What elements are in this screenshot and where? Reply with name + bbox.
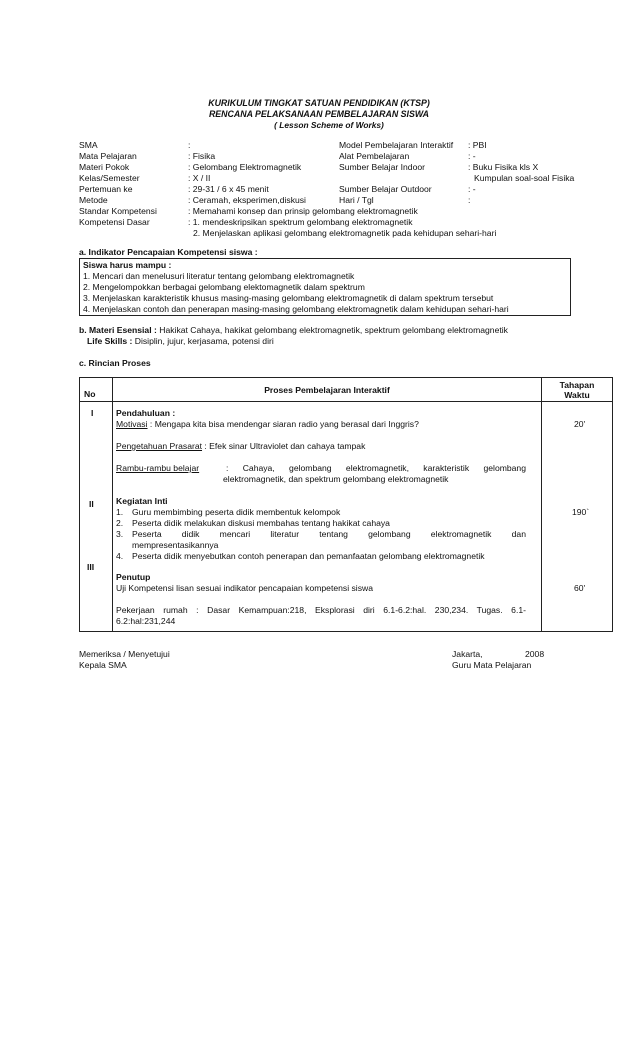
motivasi-text: : Mengapa kita bisa mendengar siaran radio yang berasal dari Inggris? — [149, 419, 419, 429]
meta-label: Mata Pelajaran — [79, 151, 137, 161]
col-header-waktu-1: Tahapan — [559, 379, 595, 390]
meta-value: : 1. mendeskripsikan spektrum gelombang elektromagnetik — [188, 217, 413, 227]
col-header-waktu — [542, 378, 613, 402]
meta-label-right: Model Pembelajaran Interaktif — [339, 140, 454, 150]
num-cell — [80, 402, 113, 632]
materi-label: b. Materi Esensial : — [79, 325, 157, 335]
table-header-row — [80, 378, 613, 402]
meta-value-right: : — [468, 195, 471, 205]
list-item: 4. Menjelaskan contoh dan penerapan masing-masing gelombang elektromagnetik dalam kehidupan sehari-hari — [83, 304, 509, 314]
meta-value: : X / II — [188, 173, 211, 183]
list-item — [116, 551, 485, 561]
list-item: 2. Mengelompokkan berbagai gelombang elektomagnetik dalam spektrum — [83, 282, 365, 292]
indikator-subtitle: Siswa harus mampu : — [83, 260, 172, 270]
list-item — [116, 507, 341, 517]
pendahuluan-heading: Pendahuluan : — [116, 408, 176, 418]
meta-label: Kompetensi Dasar — [79, 217, 150, 227]
proses-table — [79, 377, 613, 632]
list-item — [116, 529, 526, 539]
waktu-value: 20' — [574, 419, 586, 429]
meta-value: : — [188, 140, 191, 150]
meta-value: : Memahami konsep dan prinsip gelombang elektromagnetik — [188, 206, 418, 216]
table-row — [80, 402, 613, 632]
footer-year: 2008 — [525, 649, 545, 659]
meta-value-right: : - — [468, 151, 476, 161]
doc-title: KURIKULUM TINGKAT SATUAN PENDIDIKAN (KTSP) — [208, 98, 430, 108]
item-text: Peserta didik melakukan diskusi membahas tentang hakikat cahaya — [132, 518, 390, 528]
item-text: Peserta didik mencari literatur tentang gelombang elektromagnetik dan — [132, 529, 526, 539]
materi-text: Hakikat Cahaya, hakikat gelombang elektromagnetik, spektrum gelombang elektromagnetik — [159, 325, 508, 335]
col-header-proses: Proses Pembelajaran Interaktif — [113, 378, 542, 402]
item-text: Peserta didik menyebutkan contoh penerapan dan pemanfaatan gelombang elektromagnetik — [132, 551, 485, 561]
motivasi-label: Motivasi — [116, 419, 148, 429]
footer-guru: Guru Mata Pelajaran — [452, 660, 532, 670]
meta-value-right: : Buku Fisika kls X — [468, 162, 539, 172]
rambu-label: Rambu-rambu belajar — [116, 463, 200, 473]
item-number: 4. — [116, 551, 124, 561]
meta-label: SMA — [79, 140, 98, 150]
meta-label-right: Hari / Tgl — [339, 195, 374, 205]
prasarat-label: Pengetahuan Prasarat — [116, 441, 203, 451]
rambu-text-2: elektromagnetik, dan spektrum gelombang elektromagnetik — [223, 474, 449, 484]
materi-line — [79, 325, 508, 335]
meta-label-right: Alat Pembelajaran — [339, 151, 410, 161]
meta-label-right: Sumber Belajar Indoor — [339, 162, 425, 172]
meta-value-right: Kumpulan soal-soal Fisika — [474, 173, 575, 183]
meta-value: : Ceramah, eksperimen,diskusi — [188, 195, 306, 205]
indikator-box — [79, 258, 571, 316]
item-text: mempresentasikannya — [132, 540, 219, 550]
row-number: II — [89, 499, 94, 509]
meta-label: Kelas/Semester — [79, 173, 140, 183]
waktu-value: 60' — [574, 583, 586, 593]
item-number: 1. — [116, 507, 124, 517]
pekerjaan-rumah-line1: Pekerjaan rumah : Dasar Kemampuan:218, Eksplorasi diri 6.1-6.2:hal. 230,234. Tugas. 6.1- — [116, 605, 526, 615]
lifeskills-label: Life Skills : — [87, 336, 133, 346]
waktu-cell — [542, 402, 613, 632]
section-rincian-title: c. Rincian Proses — [79, 358, 151, 368]
kompetensi-dasar-2: 2. Menjelaskan aplikasi gelombang elektromagnetik pada kehidupan sehari-hari — [193, 228, 497, 238]
motivasi-line — [116, 419, 419, 429]
section-indikator-title: a. Indikator Pencapaian Kompetensi siswa : — [79, 247, 258, 257]
footer-city: Jakarta, — [452, 649, 483, 659]
row-number: I — [91, 408, 94, 418]
col-header-no: No — [80, 378, 113, 402]
meta-label: Standar Kompetensi — [79, 206, 157, 216]
list-item — [116, 518, 390, 528]
meta-value-right: : - — [468, 184, 476, 194]
item-number: 2. — [116, 518, 124, 528]
rambu-line — [116, 463, 526, 473]
meta-value-right: : PBI — [468, 140, 487, 150]
penutup-text: Uji Kompetensi lisan sesuai indikator pencapaian kompetensi siswa — [116, 583, 373, 593]
waktu-value: 190` — [572, 507, 590, 517]
prasarat-line — [116, 441, 365, 451]
lifeskills-line — [87, 336, 274, 346]
list-item: 1. Mencari dan menelusuri literatur tentang gelombang elektromagnetik — [83, 271, 355, 281]
item-number: 3. — [116, 529, 124, 539]
row-number: III — [87, 562, 95, 572]
pekerjaan-rumah-line2: 6.2:hal:231,244 — [116, 616, 176, 626]
meta-label: Materi Pokok — [79, 162, 130, 172]
meta-label-right: Sumber Belajar Outdoor — [339, 184, 432, 194]
proses-cell — [113, 402, 542, 632]
item-text: Guru membimbing peserta didik membentuk kelompok — [132, 507, 341, 517]
list-item: 3. Menjelaskan karakteristik khusus masing-masing gelombang elektromagnetik di dalam spektrum tersebut — [83, 293, 494, 303]
inti-heading: Kegiatan Inti — [116, 496, 168, 506]
meta-value: : Fisika — [188, 151, 216, 161]
col-header-waktu-2: Waktu — [564, 389, 590, 400]
meta-label: Pertemuan ke — [79, 184, 133, 194]
doc-subtitle-english: ( Lesson Scheme of Works) — [274, 120, 384, 130]
lifeskills-text: Disiplin, jujur, kerjasama, potensi diri — [134, 336, 274, 346]
meta-label: Metode — [79, 195, 108, 205]
footer-kepala: Kepala SMA — [79, 660, 127, 670]
penutup-heading: Penutup — [116, 572, 151, 582]
prasarat-text: : Efek sinar Ultraviolet dan cahaya tampak — [204, 441, 366, 451]
doc-subtitle: RENCANA PELAKSANAAN PEMBELAJARAN SISWA — [208, 109, 430, 119]
footer-approve: Memeriksa / Menyetujui — [79, 649, 170, 659]
meta-value: : 29-31 / 6 x 45 menit — [188, 184, 269, 194]
rambu-text: : Cahaya, gelombang elektromagnetik, karakteristik gelombang — [226, 463, 526, 473]
meta-value: : Gelombang Elektromagnetik — [188, 162, 302, 172]
